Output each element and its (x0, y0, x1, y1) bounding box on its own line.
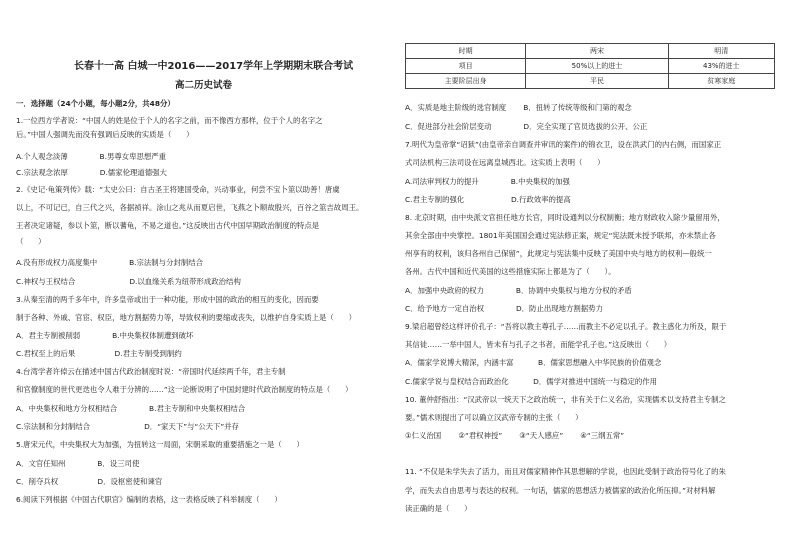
table-cell: 平民 (526, 74, 668, 89)
table-row (406, 74, 775, 89)
exam-title: 长春十一高 白城一中2016——2017学年上学期期末联合考试 (74, 61, 354, 72)
option-line: C.君主专制的强化 D.行政效率的提高 (405, 195, 571, 204)
option-line: A．实质是地主阶级的选官制度 B．扭转了传统等级和门第的观念 (405, 103, 632, 112)
table-header-cell: 明清 (668, 44, 774, 59)
table-header-cell: 时期 (406, 44, 526, 59)
question-line: 式司法机构三法司设在远离皇城西北。这实质上表明（ ） (405, 158, 605, 167)
question-line: 10. 董仲舒指出：“汉武帝以一统天下之政治统一，非有关于仁义名治，实现儒术以支持君主专制之 (405, 395, 726, 404)
question-line: 1.一位西方学者说：“中国人的姓是位于个人的名字之前，而不像西方那样，位于个人的名字之 (16, 116, 323, 125)
table-cell: 43%的进士 (668, 59, 774, 74)
question-line: 6.阅读下列根据《中国古代职官》编制的表格，这一表格反映了科举制度（ ） (16, 495, 282, 504)
question-line: （ ） (16, 237, 46, 246)
question-line: 州享有的权利，该归各州自己保留”，此规定与宪法集中反映了美国中央与地方的权利—般统一 (405, 249, 712, 258)
table-cell: 50%以上的进士 (526, 59, 668, 74)
option-line: A.司法审判权力的提升 B.中央集权的加强 (405, 177, 570, 186)
imperial-exam-table (405, 43, 775, 89)
table-cell: 贫寒家庭 (668, 74, 774, 89)
question-line: 11. “不仅是朱学失去了活力，而且对儒家精神作其思想解的学说，也因此受制于政治符号化了的朱 (405, 467, 726, 476)
option-line: ①仁义治国 ②“君权神授” ③“天人感应” ④“三纲五常” (405, 431, 625, 440)
option-line: A．君主专制被削弱 B.中央集权体制遭到破坏 (16, 331, 194, 340)
exam-subtitle: 高二历史试卷 (175, 80, 233, 91)
option-line: A.没有形成权力高度集中 B.宗法制与分封制结合 (16, 258, 204, 267)
option-line: C．促进部分社会阶层变动 D．完全实现了官员选拔的公开、公正 (405, 122, 648, 131)
option-line: A．文官任知州 B．设三司使 (16, 459, 140, 468)
option-line: A.个人观念淡薄 B.男尊女卑思想严重 (16, 152, 167, 161)
option-line: C.宗法观念浓厚 D.儒家伦理道德强大 (16, 168, 167, 177)
option-line: C.神权与王权结合 D.以血缘关系为纽带形成政治结构 (16, 277, 241, 286)
table-header-cell: 两宋 (526, 44, 668, 59)
option-line: C.儒家学说与皇权结合而政治化 D．儒学对推进中国统一与稳定的作用 (405, 377, 658, 386)
question-line: 4.台湾学者许倬云在描述中国古代政治制度时说：“帝国时代延续两千年，君主专制 (16, 367, 286, 376)
question-line: 和官僚制度的世代更迭也令人难于分辨的……”这一论断说明了中国封建时代政治制度的特点是（ ） (16, 385, 353, 394)
section-heading: 一．选择题（24个小题，每小题2分，共48分） (16, 99, 175, 108)
question-line: 2.《史记·龟策列传》载：“太史公曰：自古圣王将建国受命，兴动事业，何尝不宝卜筮以助善！唐虞 (16, 185, 340, 194)
table-cell: 项目 (406, 59, 526, 74)
table-row (406, 59, 775, 74)
option-line: C.君权至上的后果 D.君主专制受到制约 (16, 349, 182, 358)
option-line: C．削夺兵权 D．设枢密使和谏官 (16, 477, 163, 486)
question-line: 其信徒……一举中国人，皆未有与孔子之书者，而能学孔子也。”这反映出（ ） (405, 340, 672, 349)
question-line: 要。”儒术则提出了可以确立汉武帝专制的主张（ ） (405, 413, 583, 422)
question-line: 其余全部由中央掌控。1801年美国国会通过宪法修正案，规定“宪法既未授予联邦，亦未禁止各 (405, 231, 716, 240)
table-cell: 主要阶层出身 (406, 74, 526, 89)
question-line: 学，而失去自由思考与表达的权利。一句话，儒家的思想活力被儒家的政治化所压抑。”对材料解 (405, 486, 716, 495)
question-line: 后。”中国人强调先而没有强调后反映的实质是（ ） (16, 130, 194, 139)
question-line: 读正确的是（ ） (405, 504, 472, 513)
option-line: C.宗法制和分封制结合 D．“家天下”与“公天下”并存 (16, 422, 240, 431)
question-line: 5.唐宋元代，中央集权大为加强，为扭转这一局面，宋朝采取的重要措施之一是（ ） (16, 440, 304, 449)
question-line: 制于各种、外戚、官宦、权臣，地方割据势力等，导致权利的要缩或丧失，以维护自身实质上是（ ） (16, 313, 356, 322)
option-line: C．给予地方一定自治权 D．防止出现地方割据势力 (405, 304, 603, 313)
option-line: A．中央集权和地方分权相结合 B.君主专制和中央集权相结合 (16, 404, 246, 413)
question-line: 各州。古代中国和近代美国的这些措施实际上都是为了（ ）。 (405, 267, 616, 276)
option-line: A．儒家学说博大精深，内涵丰富 B．儒家思想融入中华民族的价值观念 (405, 358, 662, 367)
question-line: 王者决定诸疑，参以卜筮，断以蓍龟，不易之道也。”这反映出古代中国早期政治制度的特点是 (16, 221, 320, 230)
question-line: 9.梁启超曾经这样评价孔子：“吾将以教主尊孔子……而教主不必定以孔子。教主惑化力所及，限于 (405, 322, 727, 331)
question-line: 以上，不可记已，自三代之兴，各据祯祥。涂山之兆从而夏启世，飞燕之卜顺故殷兴，百谷之筮吉故周王。 (16, 203, 364, 212)
option-line: A．加强中央政府的权力 B．协调中央集权与地方分权的矛盾 (405, 286, 632, 295)
question-line: 7.明代为皇帝掌“诏狱”(由皇帝亲自调查并审讯的案件)的锦衣卫，设在洪武门的内右侧，而国家正 (405, 140, 722, 149)
question-line: 3.从秦至清的两千多年中，许多皇帝或出于一种功能，形成中国的政治的相互的变化，因而要 (16, 295, 319, 304)
question-line: 8. 北京时期，由中央派文官担任地方长官，同时设通判以分权制衡；地方财政收入除少量留用外， (405, 213, 725, 222)
